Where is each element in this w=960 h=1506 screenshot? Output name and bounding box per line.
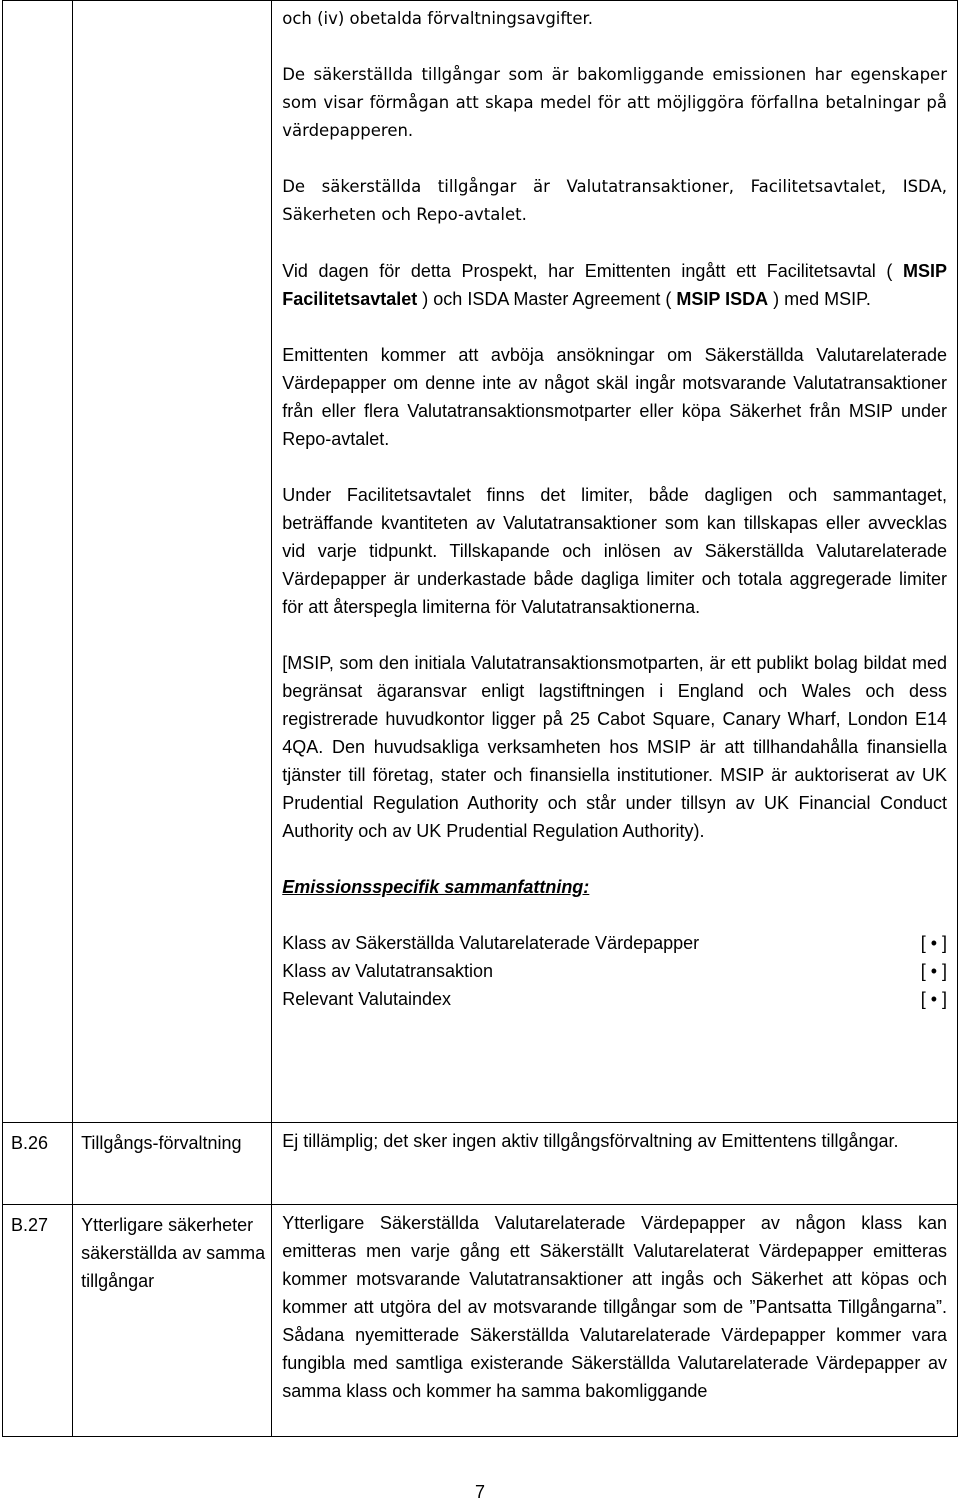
- section-heading: Emissionsspecifik sammanfattning:: [282, 877, 590, 897]
- paragraph: Ytterligare Säkerställda Valutarelaterade Värdepapper av någon klass kan emitteras men varje gång ett Säkerställt Valutarelaterat Värdepapper emitteras kommer motsvarande Valutatransaktioner att ingås och Säkerhet att köpas och kommer att utgöra del av motsvarande tillgångar som de ”Pantsatta Tillgångarna”. Sådana nyemitterade Säkerställda Valutarelaterade Värdepapper kommer vara fungibla med samtliga existerande Säkerställda Valutarelaterade Värdepapper av samma klass och kommer ha samma bakomliggande: [282, 1213, 947, 1401]
- element-title: Ytterligare säkerheter säkerställda av samma tillgångar: [73, 1205, 272, 1437]
- paragraph: [MSIP, som den initiala Valutatransaktionsmotparten, är ett publikt bolag bildat med begränsat ägaransvar enligt lagstiftningen i England och Wales och dess registrerade huvudkontor ligger på 25 Cabot Square, Canary Wharf, London E14 4QA. Den huvudsakliga verksamheten hos MSIP är att tillhandahålla finansiella tjänster till företag, stater och finansiella institutioner. MSIP är auktoriserat av UK Prudential Regulation Authority och står under tillsyn av UK Financial Conduct Authority och av UK Prudential Regulation Authority).: [282, 653, 947, 841]
- item-value: [ • ]: [920, 989, 947, 1009]
- klass-list: [282, 929, 947, 1013]
- paragraph: [282, 257, 947, 313]
- paragraph: De säkerställda tillgångar som är bakomliggande emissionen har egenskaper som visar förmågan att skapa medel för att möjliggöra förfallna betalningar på värdepapperen.: [282, 65, 947, 140]
- defined-term: MSIP Facilitetsavtalet: [282, 261, 947, 309]
- paragraph: Emittenten kommer att avböja ansökningar om Säkerställda Valutarelaterade Värdepapper om denne inte av något skäl ingår motsvarande Valutatransaktioner från eller flera Valutatransaktionsmotparter eller köpa Säkerhet från MSIP under Repo-avtalet.: [282, 345, 947, 449]
- item-value: [ • ]: [920, 961, 947, 981]
- content-cell: [272, 1, 958, 1123]
- element-id: B.27: [3, 1205, 73, 1437]
- summary-table: [2, 0, 958, 1437]
- list-item: [282, 929, 947, 957]
- element-id: B.26: [3, 1123, 73, 1205]
- item-label: Klass av Säkerställda Valutarelaterade Värdepapper: [282, 933, 700, 953]
- table-row: [3, 1205, 958, 1437]
- defined-term: MSIP ISDA: [676, 289, 769, 309]
- item-value: [ • ]: [920, 933, 947, 953]
- list-item: [282, 957, 947, 985]
- text-span: ) och ISDA Master Agreement (: [422, 289, 672, 309]
- table-row: [3, 1, 958, 1123]
- list-item: [282, 985, 947, 1013]
- id-cell: [3, 1, 73, 1123]
- content-cell: [272, 1205, 958, 1437]
- title-cell: [73, 1, 272, 1123]
- text-span: ) med MSIP.: [773, 289, 871, 309]
- content-cell: [272, 1123, 958, 1205]
- text-span: Vid dagen för detta Prospekt, har Emittenten ingått ett Facilitetsavtal (: [282, 261, 893, 281]
- page-number: 7: [474, 1482, 485, 1502]
- item-label: Relevant Valutaindex: [282, 989, 451, 1009]
- paragraph: Ej tillämplig; det sker ingen aktiv tillgångsförvaltning av Emittentens tillgångar.: [282, 1131, 899, 1151]
- element-title: Tillgångs-förvaltning: [73, 1123, 272, 1205]
- paragraph: Under Facilitetsavtalet finns det limiter, både dagligen och sammantaget, beträffande kvantiteten av Valutatransaktioner som kan tillskapas eller avvecklas vid varje tidpunkt. Tillskapande och inlösen av Säkerställda Valutarelaterade Värdepapper är underkastade både dagliga limiter och totala aggregerade limiter för att återspegla limiterna för Valutatransaktionerna.: [282, 485, 947, 617]
- paragraph: och (iv) obetalda förvaltningsavgifter.: [282, 9, 594, 28]
- table-row: [3, 1123, 958, 1205]
- paragraph: De säkerställda tillgångar är Valutatransaktioner, Facilitetsavtalet, ISDA, Säkerheten och Repo-avtalet.: [282, 177, 947, 224]
- item-label: Klass av Valutatransaktion: [282, 961, 493, 981]
